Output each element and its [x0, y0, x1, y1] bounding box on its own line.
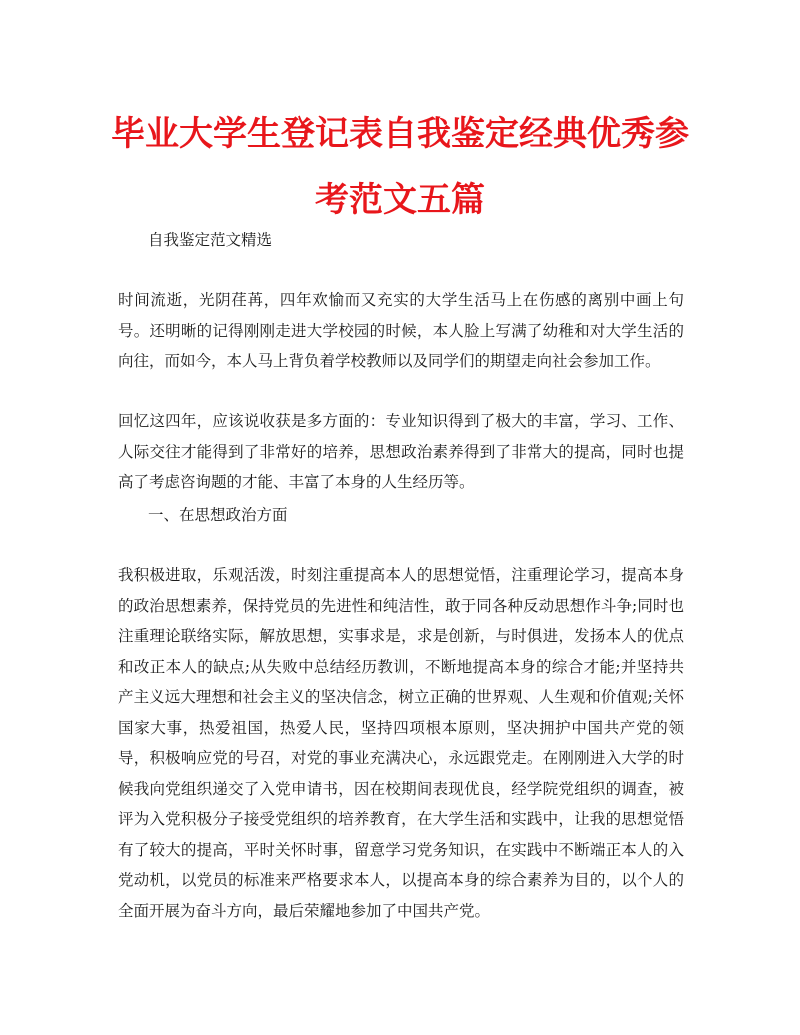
paragraph-intro: 时间流逝，光阴荏苒，四年欢愉而又充实的大学生活马上在伤感的离别中画上句号。还明晰的记得刚刚走进大学校园的时候，本人脸上写满了幼稚和对大学生活的向往，而如今，本人马上背负着学校教师以及同学们的期望走向社会参加工作。 — [118, 291, 684, 370]
section-heading-political: 一、在思想政治方面 — [148, 506, 288, 524]
page-title: 毕业大学生登记表自我鉴定经典优秀参考范文五篇 — [111, 114, 689, 220]
subtitle: 自我鉴定范文精选 — [148, 231, 273, 249]
paragraph-review: 回忆这四年，应该说收获是多方面的：专业知识得到了极大的丰富，学习、工作、人际交往才能得到了非常好的培养，思想政治素养得到了非常大的提高，同时也提高了考虑咨询题的才能、丰富了本身的人生经历等。 — [118, 412, 684, 491]
paragraph-political: 我积极进取，乐观活泼，时刻注重提高本人的思想觉悟，注重理论学习，提高本身的政治思想素养，保持党员的先进性和纯洁性，敢于同各种反动思想作斗争;同时也注重理论联络实际，解放思想，实事求是，求是创新，与时俱进，发扬本人的优点和改正本人的缺点;从失败中总结经历教训，不断地提高本身的综合才能;并坚持共产主义远大理想和社会主义的坚决信念，树立正确的世界观、人生观和价值观;关怀国家大事，热爱祖国，热爱人民，坚持四项根本原则，坚决拥护中国共产党的领导，积极响应党的号召，对党的事业充满决心，永远跟党走。在刚刚进入大学的时候我向党组织递交了入党申请书，因在校期间表现优良，经学院党组织的调查，被评为入党积极分子接受党组织的培养教育，在大学生活和实践中，让我的思想觉悟有了较大的提高，平时关怀时事，留意学习党务知识，在实践中不断端正本人的入党动机，以党员的标准来严格要求本人，以提高本身的综合素养为目的，以个人的全面开展为奋斗方向，最后荣耀地参加了中国共产党。 — [118, 566, 684, 920]
